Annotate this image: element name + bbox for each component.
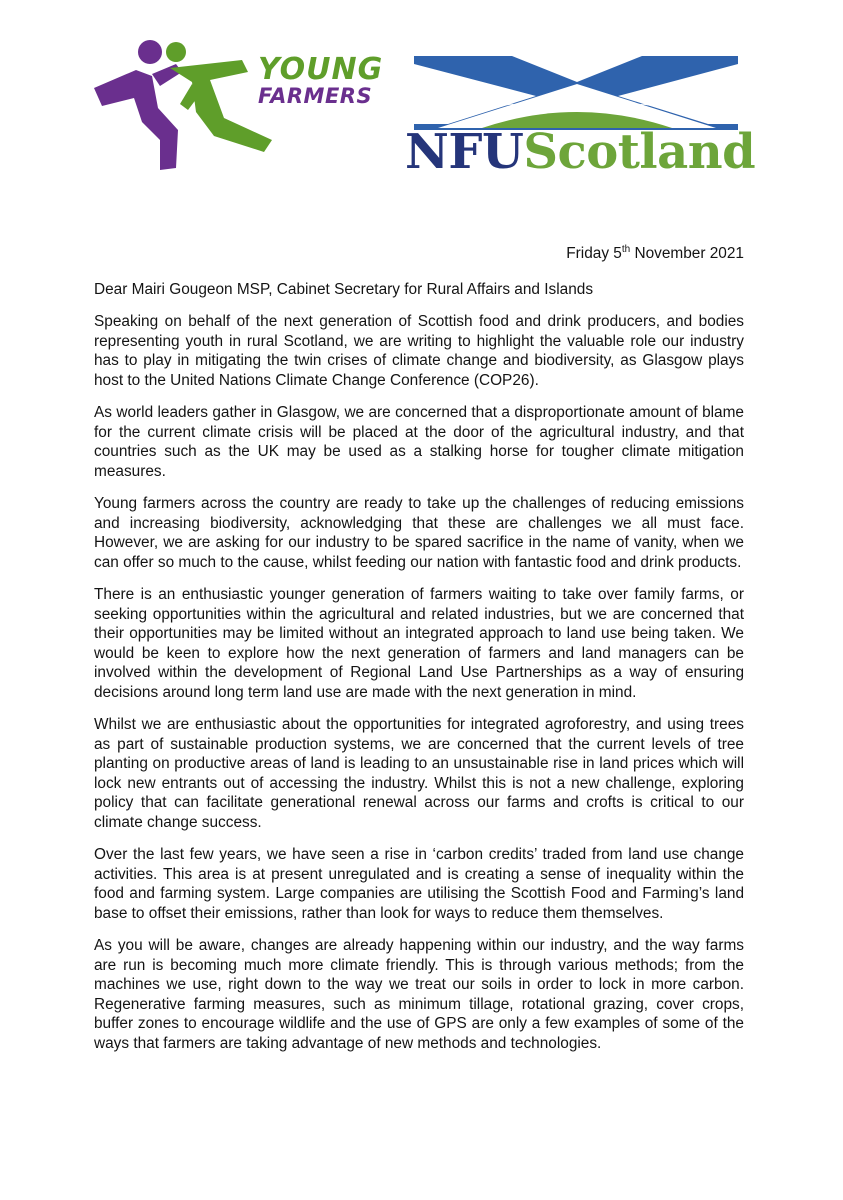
young-farmers-wordmark	[258, 52, 384, 108]
nfu-text: NFU	[405, 124, 524, 180]
letter-body	[94, 244, 744, 1066]
nfu-scotland-wordmark	[405, 124, 756, 180]
date-day: Friday 5	[566, 245, 622, 262]
paragraph: As you will be aware, changes are already happening within our industry, and the way farms are run is becoming much more climate friendly. This is through various methods; from the machines we use, right down to the way we treat our soils in order to lock in more carbon. Regenerative farming measures, such as minimum tillage, rotational grazing, cover crops, buffer zones to encourage wildlife and the use of GPS are only a few examples of some of the ways that farmers are taking advantage of new methods and technologies.	[94, 937, 744, 1052]
date-suffix: th	[621, 243, 631, 255]
paragraph: As world leaders gather in Glasgow, we are concerned that a disproportionate amount of blame for the current climate crisis will be placed at the door of the agricultural industry, and that countries such as the UK may be used as a stalking horse for tougher climate mitigation measures.	[94, 404, 744, 480]
paragraph: Speaking on behalf of the next generation of Scottish food and drink producers, and bodies representing youth in rural Scotland, we are writing to highlight the valuable role our industry has to play in mitigating the twin crises of climate change and biodiversity, as Glasgow plays host to the United Nations Climate Change Conference (COP26).	[94, 313, 744, 389]
young-farmers-line2: FARMERS	[258, 84, 373, 108]
letterhead	[0, 0, 843, 200]
date-rest: November 2021	[630, 245, 744, 262]
greeting: Dear Mairi Gougeon MSP, Cabinet Secretary for Rural Affairs and Islands	[94, 280, 594, 298]
nfu-scotland-logo-icon	[412, 52, 742, 132]
young-farmers-line1: YOUNG	[258, 52, 384, 87]
letter-date	[94, 244, 744, 264]
scotland-text: Scotland	[523, 124, 756, 180]
paragraph: Whilst we are enthusiastic about the opportunities for integrated agroforestry, and using trees as part of sustainable production systems, we are concerned that the current levels of tree planting on productive areas of land is leading to an unsustainable rise in land prices which will lock new entrants out of accessing the industry. Whilst this is not a new challenge, exploring policy that can facilitate generational renewal across our farms and crofts is critical to our climate change success.	[94, 716, 744, 831]
paragraph: Young farmers across the country are ready to take up the challenges of reducing emissions and increasing biodiversity, acknowledging that these are challenges we all must face. However, we are asking for our industry to be spared sacrifice in the name of vanity, when we can offer so much to the cause, whilst feeding our nation with fantastic food and drink products.	[94, 495, 744, 571]
paragraph: There is an enthusiastic younger generation of farmers waiting to take over family farms, or seeking opportunities within the agricultural and related industries, but we are concerned that their opportunities may be limited without an integrated approach to land use being taken. We would be keen to explore how the next generation of farmers and land managers can be involved within the development of Regional Land Use Partnerships as a way of ensuring decisions around long term land use are made with the next generation in mind.	[94, 586, 744, 701]
paragraph: Over the last few years, we have seen a rise in ‘carbon credits’ traded from land use change activities. This area is at present unregulated and is creating a sense of inequality within the food and farming system. Large companies are utilising the Scottish Food and Farming’s land base to offset their emissions, rather than look for ways to reduce them themselves.	[94, 846, 744, 922]
